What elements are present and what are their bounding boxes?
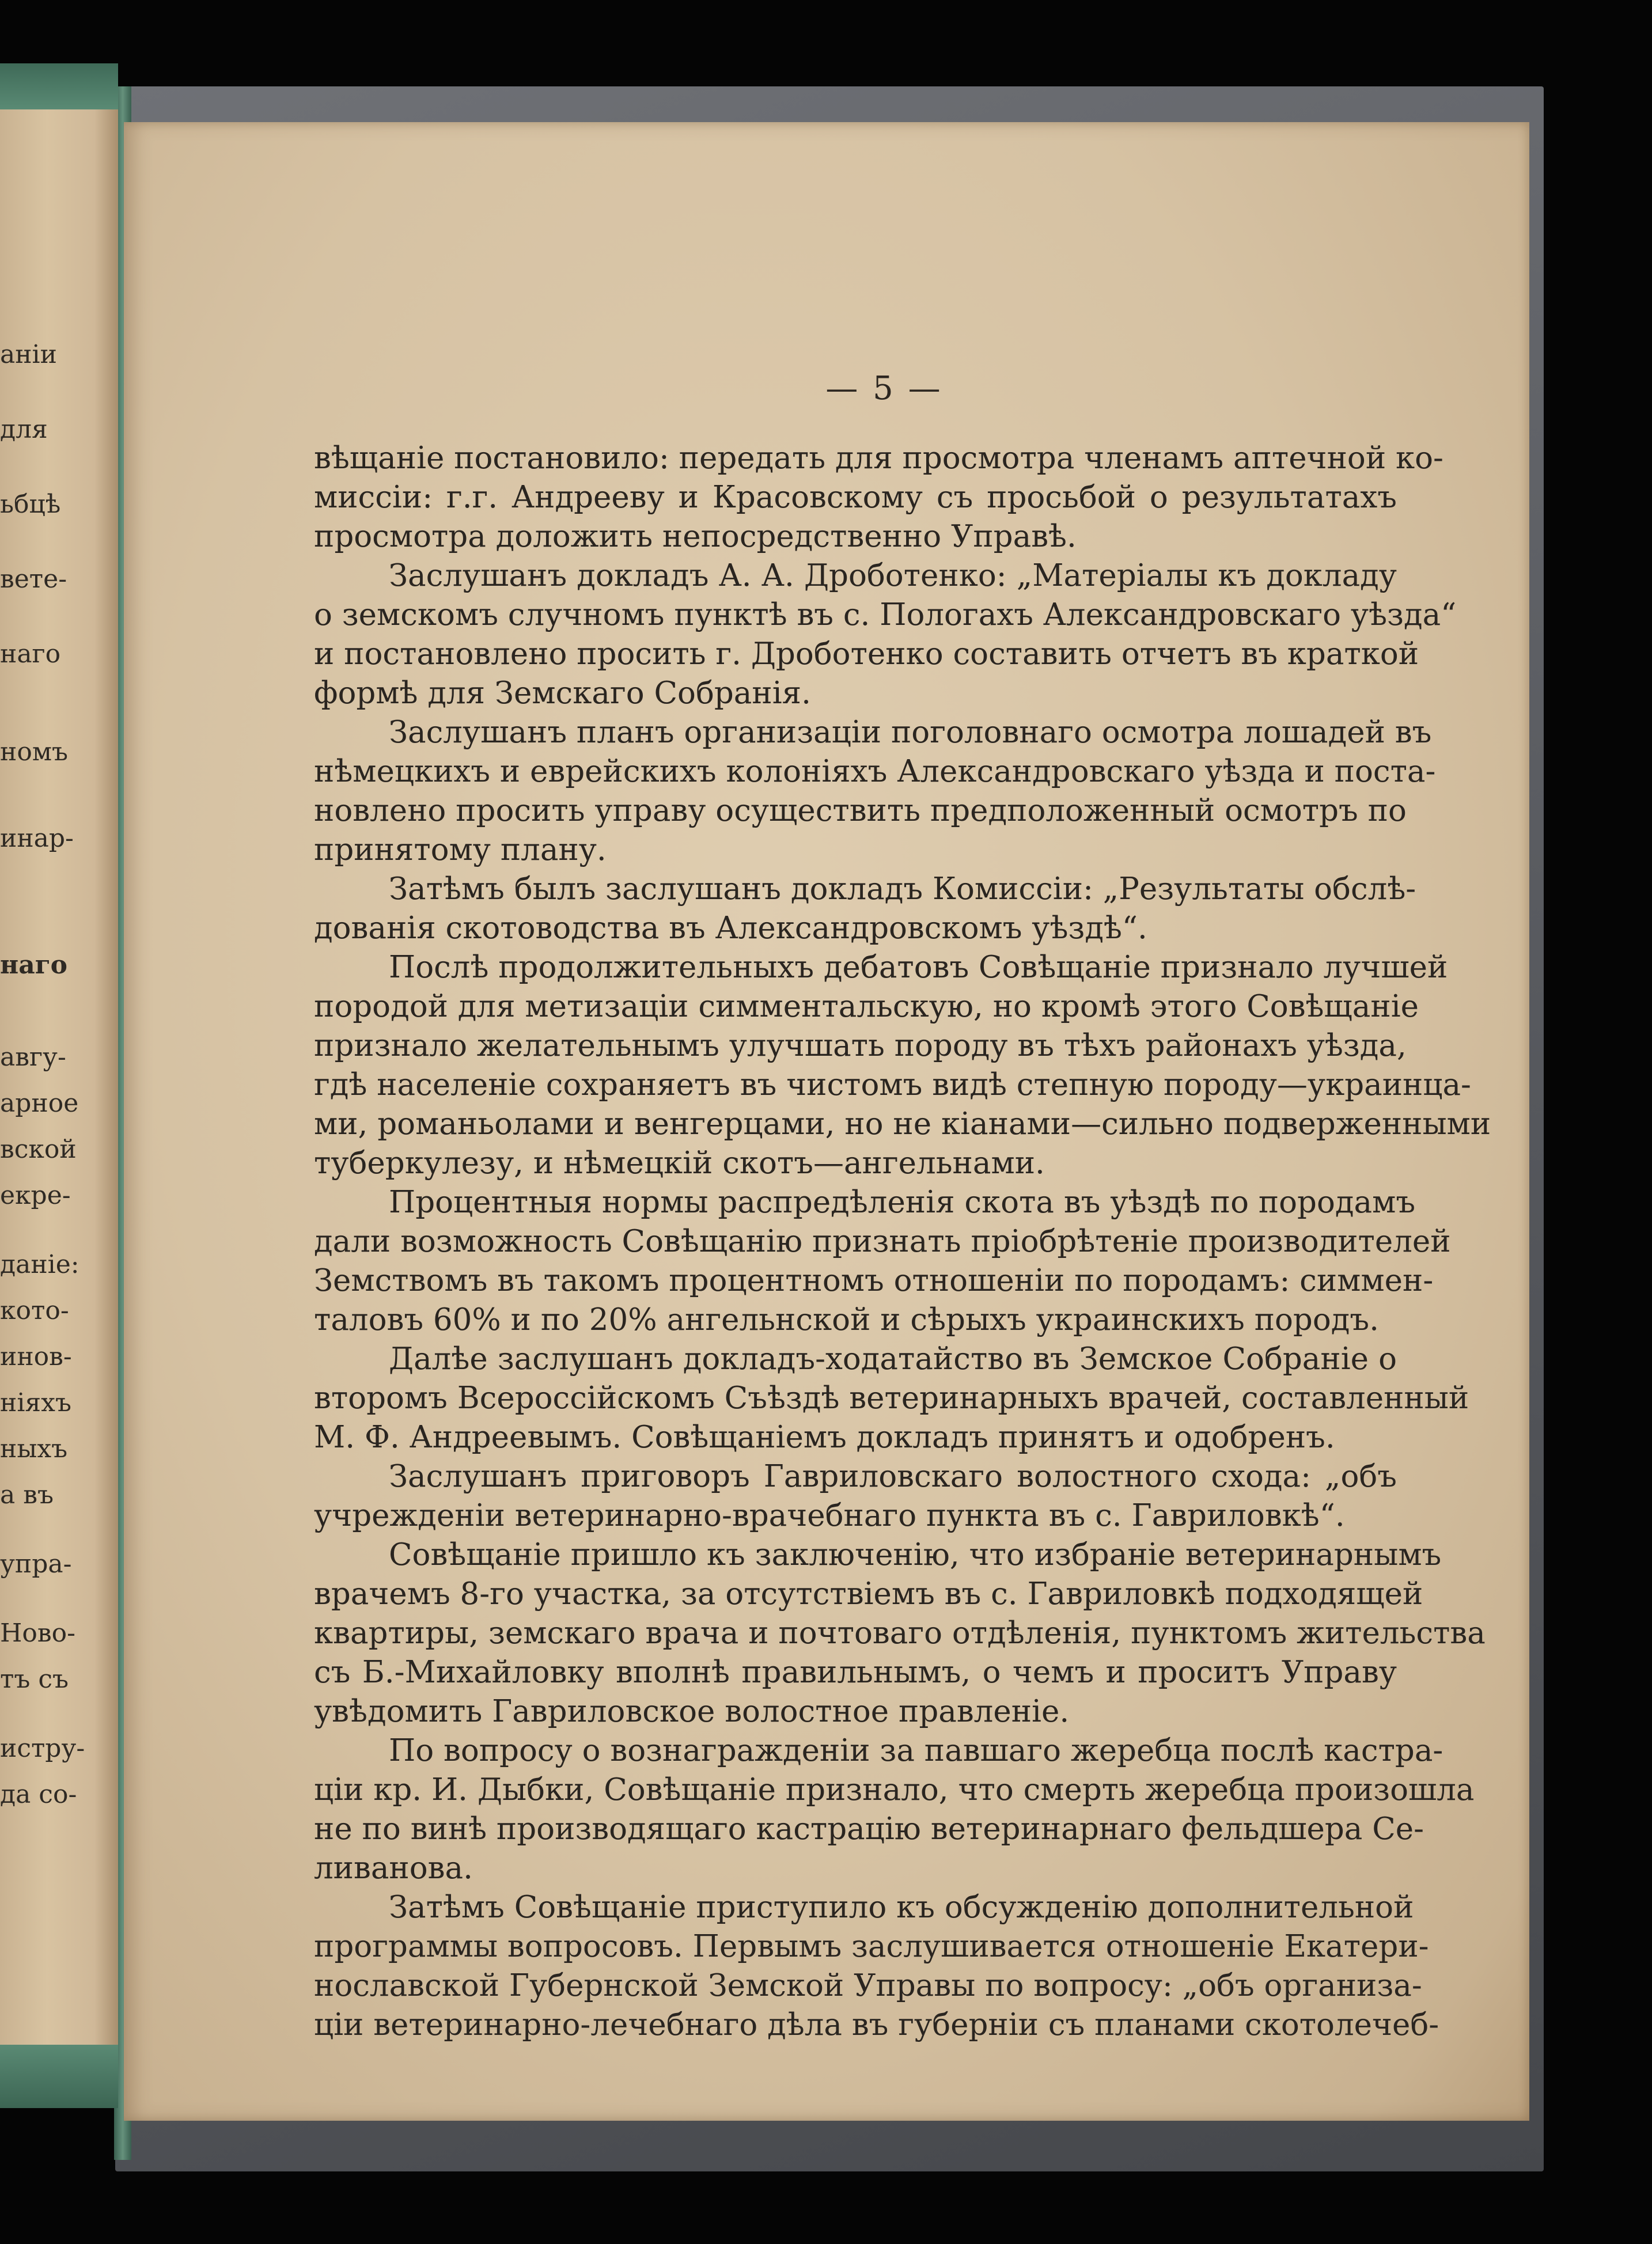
previous-page-fragment: упра- (0, 1549, 72, 1579)
previous-page-fragment: ніяхъ (0, 1388, 71, 1417)
previous-page-fragment: екре- (0, 1181, 71, 1210)
paragraph (314, 1340, 1469, 1457)
paragraph (314, 439, 1443, 556)
previous-page-fragment: инар- (0, 824, 74, 853)
text-line: Затѣмъ былъ заслушанъ докладъ Комиссіи: „Результаты обслѣ- (389, 871, 1416, 907)
paragraph (314, 713, 1436, 870)
paragraph (314, 1457, 1397, 1536)
text-line: просмотра доложить непосредственно Управѣ. (314, 519, 1077, 554)
paragraph (314, 870, 1416, 948)
text-line: второмъ Всероссійскомъ Съѣздѣ ветеринарныхъ врачей, составленный (314, 1381, 1469, 1416)
paragraph (314, 556, 1457, 713)
text-line: о земскомъ случномъ пунктѣ въ с. Пологахъ Александровскаго уѣзда“ (314, 597, 1457, 632)
previous-page-fragment: ьбцѣ (0, 490, 61, 519)
previous-page-fragment: наго (0, 950, 68, 980)
previous-page-fragment: номъ (0, 737, 69, 767)
text-line: туберкулезу, и нѣмецкій скотъ—ангельнами. (314, 1146, 1045, 1181)
text-line: новлено просить управу осуществить предположенный осмотръ по (314, 793, 1407, 828)
text-line: учрежденіи ветеринарно-врачебнаго пункта въ с. Гавриловкѣ“. (314, 1498, 1345, 1533)
text-line: Процентныя нормы распредѣленія скота въ уѣздѣ по породамъ (389, 1185, 1416, 1220)
spine-cloth-bottom (0, 2045, 118, 2108)
document-page (124, 122, 1529, 2121)
text-line: Заслушанъ приговоръ Гавриловскаго волостного схода: „объ (389, 1459, 1397, 1494)
previous-page-fragment: ныхъ (0, 1434, 68, 1464)
text-line: дали возможность Совѣщанію признать пріобрѣтеніе производителей (314, 1224, 1451, 1259)
text-line: нѣмецкихъ и еврейскихъ колоніяхъ Александровскаго уѣзда и поста- (314, 754, 1436, 789)
text-line: таловъ 60% и по 20% ангельнской и сѣрыхъ украинскихъ породъ. (314, 1302, 1379, 1337)
previous-page-fragment: вете- (0, 564, 67, 594)
text-line: принятому плану. (314, 832, 607, 867)
text-line: ціи ветеринарно-лечебнаго дѣла въ губерніи съ планами скотолечеб- (314, 2007, 1439, 2042)
text-line: Послѣ продолжительныхъ дебатовъ Совѣщаніе признало лучшей (389, 950, 1448, 985)
text-line: ливанова. (314, 1851, 473, 1886)
text-line: Земствомъ въ такомъ процентномъ отношеніи по породамъ: симмен- (314, 1263, 1434, 1298)
text-line: Совѣщаніе пришло къ заключенію, что избраніе ветеринарнымъ (389, 1537, 1442, 1572)
text-line: ціи кр. И. Дыбки, Совѣщаніе признало, что смерть жеребца произошла (314, 1772, 1475, 1807)
text-line: Заслушанъ докладъ А. А. Дроботенко: „Матеріалы къ докладу (389, 558, 1397, 593)
text-line: программы вопросовъ. Первымъ заслушивается отношеніе Екатери- (314, 1929, 1429, 1964)
previous-page-fragment: тъ съ (0, 1665, 69, 1694)
previous-page-fragment: даніе: (0, 1250, 79, 1279)
previous-page-fragment: вской (0, 1135, 77, 1164)
page-number: — 5 — (825, 370, 943, 407)
paragraph (314, 948, 1491, 1183)
text-line: съ Б.-Михайловку вполнѣ правильнымъ, о чемъ и проситъ Управу (314, 1655, 1397, 1690)
page-body (314, 439, 1491, 2045)
spine-cloth-top (0, 63, 118, 109)
previous-page-edge (0, 63, 118, 2108)
text-line: ми, романьолами и венгерцами, но не кіанами—сильно подверженными (314, 1106, 1491, 1142)
text-line: квартиры, земскаго врача и почтоваго отдѣленія, пунктомъ жительства (314, 1616, 1486, 1651)
text-line: увѣдомить Гавриловское волостное правленіе. (314, 1694, 1070, 1729)
paragraph (314, 1183, 1451, 1340)
text-line: врачемъ 8-го участка, за отсутствіемъ въ с. Гавриловкѣ подходящей (314, 1576, 1423, 1612)
previous-page-fragment: авгу- (0, 1043, 66, 1072)
text-line: нославской Губернской Земской Управы по вопросу: „объ организа- (314, 1968, 1422, 2003)
text-line: вѣщаніе постановило: передать для просмотра членамъ аптечной ко- (314, 441, 1443, 476)
previous-page-fragment: кото- (0, 1296, 69, 1325)
previous-page-fragment: Ново- (0, 1618, 75, 1648)
previous-page-fragment: инов- (0, 1342, 72, 1371)
previous-page-fragment: наго (0, 639, 61, 669)
text-line: миссіи: г.г. Андрееву и Красовскому съ просьбой о результатахъ (314, 480, 1397, 515)
text-line: не по винѣ производящаго кастрацію ветеринарнаго фельдшера Се- (314, 1811, 1424, 1847)
text-line: Затѣмъ Совѣщаніе приступило къ обсужденію дополнительной (389, 1890, 1414, 1925)
text-line: формѣ для Земскаго Собранія. (314, 676, 811, 711)
text-line: гдѣ населеніе сохраняетъ въ чистомъ видѣ степную породу—украинца- (314, 1067, 1471, 1102)
text-line: М. Ф. Андреевымъ. Совѣщаніемъ докладъ принятъ и одобренъ. (314, 1420, 1335, 1455)
paragraph (314, 1888, 1439, 2045)
text-line: признало желательнымъ улучшать породу въ тѣхъ районахъ уѣзда, (314, 1028, 1407, 1063)
text-line: По вопросу о вознагражденіи за павшаго жеребца послѣ кастра- (389, 1733, 1443, 1768)
text-line: дованія скотоводства въ Александровскомъ уѣздѣ“. (314, 911, 1147, 946)
text-line: Далѣе заслушанъ докладъ-ходатайство въ Земское Собраніе о (389, 1341, 1397, 1377)
paragraph (314, 1731, 1475, 1888)
previous-page-fragment: аніи (0, 340, 57, 369)
text-line: породой для метизаціи симментальскую, но кромѣ этого Совѣщаніе (314, 989, 1419, 1024)
previous-page-fragment: а въ (0, 1480, 54, 1510)
previous-page-fragment: для (0, 415, 48, 444)
paragraph (314, 1536, 1486, 1731)
previous-page-fragment: истру- (0, 1734, 85, 1763)
text-line: и постановлено просить г. Дроботенко составить отчетъ въ краткой (314, 636, 1419, 672)
previous-page-fragment: да со- (0, 1780, 77, 1809)
previous-page-fragment: арное (0, 1089, 79, 1118)
text-line: Заслушанъ планъ организаціи поголовнаго осмотра лошадей въ (389, 715, 1432, 750)
